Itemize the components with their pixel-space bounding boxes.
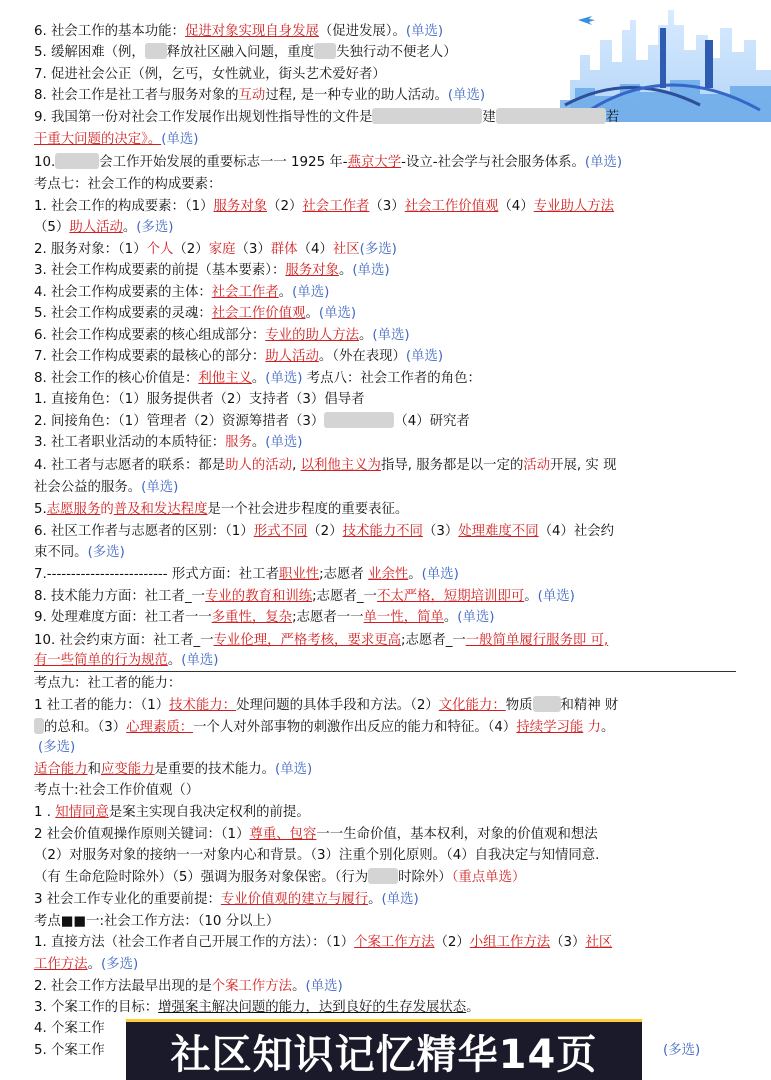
text-line: 1. 社会工作的构成要素：（1）服务对象（2）社会工作者（3）社会工作价值观（4）专业助人方法 (34, 199, 615, 214)
text-line: 5. 缓解困难（例， 释放社区融入问题，重度 失独行动不便老人） (34, 45, 457, 60)
text-line: 10. 社会约束方面：社工者_一专业伦理，严格考核，要求更高;志愿者_一一般简单履行服务即 可, (34, 633, 609, 648)
text-line: 1. 直接角色：（1）服务提供者（2）支持者（3）倡导者 (34, 392, 365, 407)
section-heading: 考点九：社工者的能力： (34, 676, 182, 691)
redacted-block (372, 108, 482, 124)
text-line: 6. 社会工作构成要素的核心组成部分：专业的助人方法。(单选) (34, 328, 410, 343)
text-line: 2. 间接角色：（1）管理者（2）资源筹措者（3） （4）研究者 (34, 414, 470, 429)
text-line: 社会公益的服务。(单选) (34, 480, 179, 495)
text-line: 1 社工者的能力：（1）技术能力：处理问题的具体手段和方法。（2）文化能力：物质 和精神 财 (34, 698, 619, 713)
redacted-block (496, 108, 606, 124)
text-line: 3. 社工者职业活动的本质特征：服务。(单选) (34, 435, 303, 450)
text-line: 5. 个案工作 (34, 1043, 105, 1058)
redacted-block (533, 696, 561, 712)
redacted-block (368, 868, 398, 884)
divider (34, 671, 736, 672)
text-line: 2 社会价值观操作原则关键词：（1）尊重、包容一一生命价值，基本权利，对象的价值观和想法 (34, 827, 598, 842)
text-line: 8. 社会工作是社工者与服务对象的互动过程, 是一种专业的助人活动。(单选) (34, 88, 486, 103)
text-line: (多选) (663, 1043, 701, 1058)
text-line: （有 生命危险时除外）（5）强调为服务对象保密。（行为 时除外）（重点单选） (34, 870, 526, 885)
text-line: 5.志愿服务的普及和发达程度是一个社会进步程度的重要表征。 (34, 502, 409, 517)
text-line: 4. 个案工作 (34, 1021, 105, 1036)
redacted-block (34, 718, 44, 734)
section-heading: 考点七：社会工作的构成要素： (34, 177, 222, 192)
text-line: 束不同。(多选) (34, 545, 125, 560)
text-line: （2）对服务对象的接纳一一对象内心和背景。（3）注重个别化原则。（4）自我决定与知情同意. (34, 848, 600, 863)
text-line: 工作方法。(多选) (34, 957, 139, 972)
text-line: 4. 社工者与志愿者的联系：都是助人的活动, 以利他主义为指导, 服务都是以一定的活动开展, 实 现 (34, 458, 617, 473)
text-line: 的总和。（3）心理素质：一个人对外部事物的刺激作出反应的能力和特征。（4）持续学习能 力。 (34, 718, 614, 738)
text-line: (多选) (38, 740, 76, 755)
text-line: 5. 社会工作构成要素的灵魂：社会工作价值观。(单选) (34, 306, 357, 321)
text-line: 2. 服务对象：（1）个人（2）家庭（3）群体（4）社区(多选) (34, 242, 397, 257)
text-line: 适合能力和应变能力是重要的技术能力。(单选) (34, 762, 313, 777)
redacted-block (145, 43, 167, 59)
text-line: 2. 社会工作方法最早出现的是个案工作方法。(单选) (34, 979, 343, 994)
text-line: 干重大问题的决定》。(单选) (34, 132, 199, 147)
text-line: 8. 社会工作的核心价值是：利他主义。(单选) 考点八：社会工作者的角色： (34, 371, 481, 386)
text-line: 7.------------------------- 形式方面：社工者职业性;志愿者 业余性。(单选) (34, 567, 459, 582)
text-line: 10. 会工作开始发展的重要标志一一 1925 年-燕京大学-设立-社会学与社会服务体系。(单选) (34, 155, 623, 170)
redacted-block (324, 412, 394, 428)
text-line: 9. 处理难度方面：社工者一一多重性，复杂;志愿者一一单一性，简单。(单选) (34, 610, 495, 625)
redacted-block (314, 43, 336, 59)
text-line: 4. 社会工作构成要素的主体：社会工作者。(单选) (34, 285, 330, 300)
text-line: 9. 我国第一份对社会工作发展作出规划性指导性的文件是 建 若 (34, 110, 620, 125)
text-line: 1 . 知情同意是案主实现自我决定权利的前提。 (34, 805, 310, 820)
text-line: 6. 社区工作者与志愿者的区别：（1）形式不同（2）技术能力不同（3）处理难度不同（4）社会约 (34, 524, 615, 539)
text-line: 有一些简单的行为规范。(单选) (34, 653, 219, 668)
text-line: （5）助人活动。(多选) (34, 220, 174, 235)
text-line: 7. 社会工作构成要素的最核心的部分：助人活动。（外在表现）(单选) (34, 349, 444, 364)
banner-title: 社区知识记忆精华14页 (170, 1031, 598, 1078)
section-heading: 考点■■一:社会工作方法：（10 分以上） (34, 914, 280, 929)
redacted-block (55, 153, 99, 169)
text-line: 1. 直接方法（社会工作者自己开展工作的方法）：（1）个案工作方法（2）小组工作方法（3）社区 (34, 935, 613, 950)
text-line: 3. 社会工作构成要素的前提（基本要素）：服务对象。(单选) (34, 263, 390, 278)
text-line: 6. 社会工作的基本功能：促进对象实现自身发展（促进发展）。(单选) (34, 24, 444, 39)
title-banner (126, 1019, 642, 1080)
section-heading: 考点十:社会工作价值观（） (34, 783, 200, 798)
city-skyline-illustration (560, 0, 771, 122)
text-line: 8. 技术能力方面：社工者_一专业的教育和训练;志愿者_一不太严格，短期培训即可。(单选) (34, 589, 575, 604)
text-line: 3. 个案工作的目标：增强案主解决问题的能力，达到良好的生存发展状态。 (34, 1000, 480, 1015)
text-line: 3 社会工作专业化的重要前提：专业价值观的建立与履行。(单选) (34, 892, 419, 907)
text-line: 7. 促进社会公正（例，乞丐，女性就业，街头艺术爱好者） (34, 67, 386, 82)
